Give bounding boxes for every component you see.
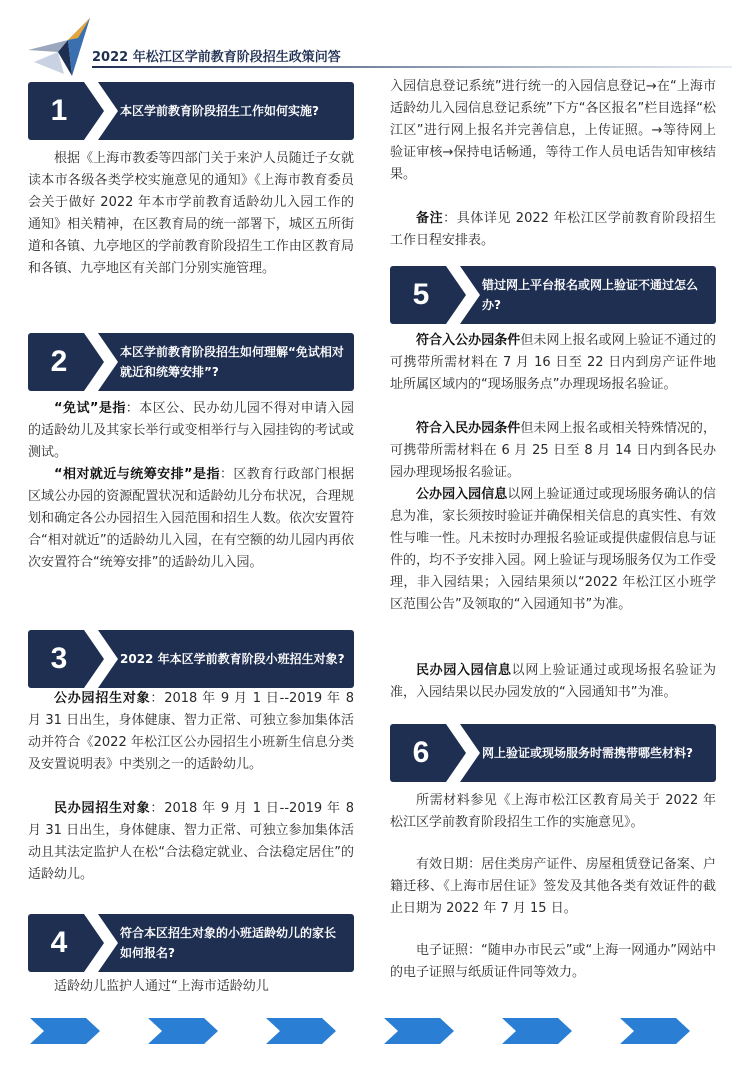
section-number: 6 <box>412 736 430 769</box>
section-5-paragraph-1: 符合入公办园条件但未网上报名或网上验证不通过的可携带所需材料在 7 月 16 日至 22 日内到房产证件地址所属区域内的“现场服务点”办理现场报名验证。 <box>390 333 716 392</box>
section-number: 5 <box>412 278 430 311</box>
chevron-right-icon <box>84 914 124 972</box>
term-public-condition: 符合入公办园条件 <box>416 333 521 348</box>
section-2-paragraph-1: “免试”是指：本区公、民办幼儿园不得对申请入园的适龄幼儿及其家长举行或变相举行与入园挂钩的考试或测试。 <box>28 401 354 460</box>
chevron-right-icon <box>446 724 486 782</box>
section-banner-1 <box>28 82 354 140</box>
section-4-note: 备注：具体详见 2022 年松江区学前教育阶段招生工作日程安排表。 <box>390 211 716 248</box>
term-jiujin: “相对就近与统筹安排”是指 <box>54 467 220 482</box>
arrow-right-icon <box>266 1018 336 1044</box>
section-banner-4 <box>28 914 354 972</box>
term-private-condition: 符合入民办园条件 <box>416 421 521 436</box>
section-title: 网上验证或现场服务时需携带哪些材料? <box>482 746 693 760</box>
arrow-right-icon <box>620 1018 690 1044</box>
section-title: 错过网上平台报名或网上验证不通过怎么办? <box>482 278 699 312</box>
section-banner-2 <box>28 333 354 391</box>
section-number: 3 <box>50 642 68 675</box>
note-label: 备注 <box>416 211 444 226</box>
section-number: 1 <box>50 94 68 127</box>
footer-arrow-strip <box>0 1018 742 1048</box>
section-1-paragraph: 根据《上海市教委等四部门关于来沪人员随迁子女就读本市各级各类学校实施意见的通知》《上海市教育委员会关于做好 2022 年本市学前教育适龄幼儿入园工作的通知》相关精神，在区教育局的统一部署下，城区五所街道和各镇、九亭地区的学前教育阶段招生工作由区教育局和各镇、九亭地区有关部门分别实施管理。 <box>28 151 354 276</box>
section-2-paragraph-2: “相对就近与统筹安排”是指：区教育行政部门根据区域公办园的资源配置状况和适龄幼儿分布状况，合理规划和确定各公办园招生入园范围和招生人数。依次安置符合“相对就近”的适龄幼儿入园，在有空额的幼儿园内再依次安置符合“统筹安排”的适龄幼儿入园。 <box>28 467 354 570</box>
logo-icon <box>28 18 102 76</box>
section-3-paragraph-1: 公办园招生对象：2018 年 9 月 1 日--2019 年 8 月 31 日出生，身体健康、智力正常、可独立参加集体活动并符合《2022 年松江区公办园招生小班新生信息分类及安置说明表》中类别之一的适龄幼儿。 <box>28 691 354 772</box>
section-title: 本区学前教育阶段招生工作如何实施? <box>120 104 319 118</box>
header-divider <box>92 66 732 68</box>
section-number: 2 <box>50 345 68 378</box>
term-public-info: 公办园入园信息 <box>416 487 508 502</box>
section-title: 2022 年本区学前教育阶段小班招生对象? <box>120 652 345 666</box>
section-title: 本区学前教育阶段招生如何理解“免试相对就近和统筹安排”? <box>120 345 344 379</box>
arrow-right-icon <box>502 1018 572 1044</box>
section-title: 符合本区招生对象的小班适龄幼儿的家长如何报名? <box>120 926 337 960</box>
term-mianshi: “免试”是指 <box>54 401 126 416</box>
term-private-target: 民办园招生对象 <box>54 801 151 816</box>
chevron-right-icon <box>84 630 124 688</box>
section-5-paragraph-4: 民办园入园信息以网上验证通过或现场报名验证为准，入园结果以民办园发放的“入园通知书”为准。 <box>390 663 716 700</box>
chevron-right-icon <box>84 333 124 391</box>
page-header <box>0 0 742 78</box>
section-4-paragraph-1b: 入园信息登记系统”进行统一的入园信息登记→在“上海市适龄幼儿入园信息登记系统”下方“各区报名”栏目选择“松江区”进行网上报名并完善信息，上传证照。→等待网上验证审核→保持电话畅通，等待工作人员电话告知审核结果。 <box>390 79 716 182</box>
section-6-paragraph-1: 所需材料参见《上海市松江区教育局关于 2022 年松江区学前教育阶段招生工作的实施意见》。 <box>390 793 716 830</box>
chevron-right-icon <box>84 82 124 140</box>
section-5-paragraph-2: 符合入民办园条件但未网上报名或相关特殊情况的，可携带所需材料在 6 月 25 日至 8 月 14 日内到各民办园办理现场报名验证。 <box>390 421 716 480</box>
arrow-right-icon <box>384 1018 454 1044</box>
section-number: 4 <box>50 926 68 959</box>
section-banner-5 <box>390 266 716 324</box>
term-private-info: 民办园入园信息 <box>416 663 512 678</box>
section-5-paragraph-3: 公办园入园信息以网上验证通过或现场服务确认的信息为准，家长须按时验证并确保相关信息的真实性、有效性与唯一性。凡未按时办理报名验证或提供虚假信息与证件的，均不予安排入园。网上验证与现场服务仅为工作受理，非入园结果；入园结果须以“2022 年松江区小班学区范围公告”及领取的“入园通知书”为准。 <box>390 487 716 612</box>
section-4-paragraph-1a: 适龄幼儿监护人通过“上海市适龄幼儿 <box>54 979 269 994</box>
section-6-paragraph-3: 电子证照：“随申办市民云”或“上海一网通办”网站中的电子证照与纸质证件同等效力。 <box>390 943 716 980</box>
arrow-right-icon <box>30 1018 100 1044</box>
section-3-paragraph-2: 民办园招生对象：2018 年 9 月 1 日--2019 年 8 月 31 日出生，身体健康、智力正常、可独立参加集体活动且其法定监护人在松“合法稳定就业、合法稳定居住”的适龄幼儿。 <box>28 801 354 882</box>
arrow-right-icon <box>148 1018 218 1044</box>
page-title: 2022 年松江区学前教育阶段招生政策问答 <box>92 50 341 65</box>
term-public-target: 公办园招生对象 <box>54 691 151 706</box>
section-banner-3 <box>28 630 354 688</box>
chevron-right-icon <box>446 266 486 324</box>
section-banner-6 <box>390 724 716 782</box>
section-6-paragraph-2: 有效日期：居住类房产证件、房屋租赁登记备案、户籍迁移、《上海市居住证》签发及其他各类有效证件的截止日期为 2022 年 7 月 15 日。 <box>390 857 716 916</box>
